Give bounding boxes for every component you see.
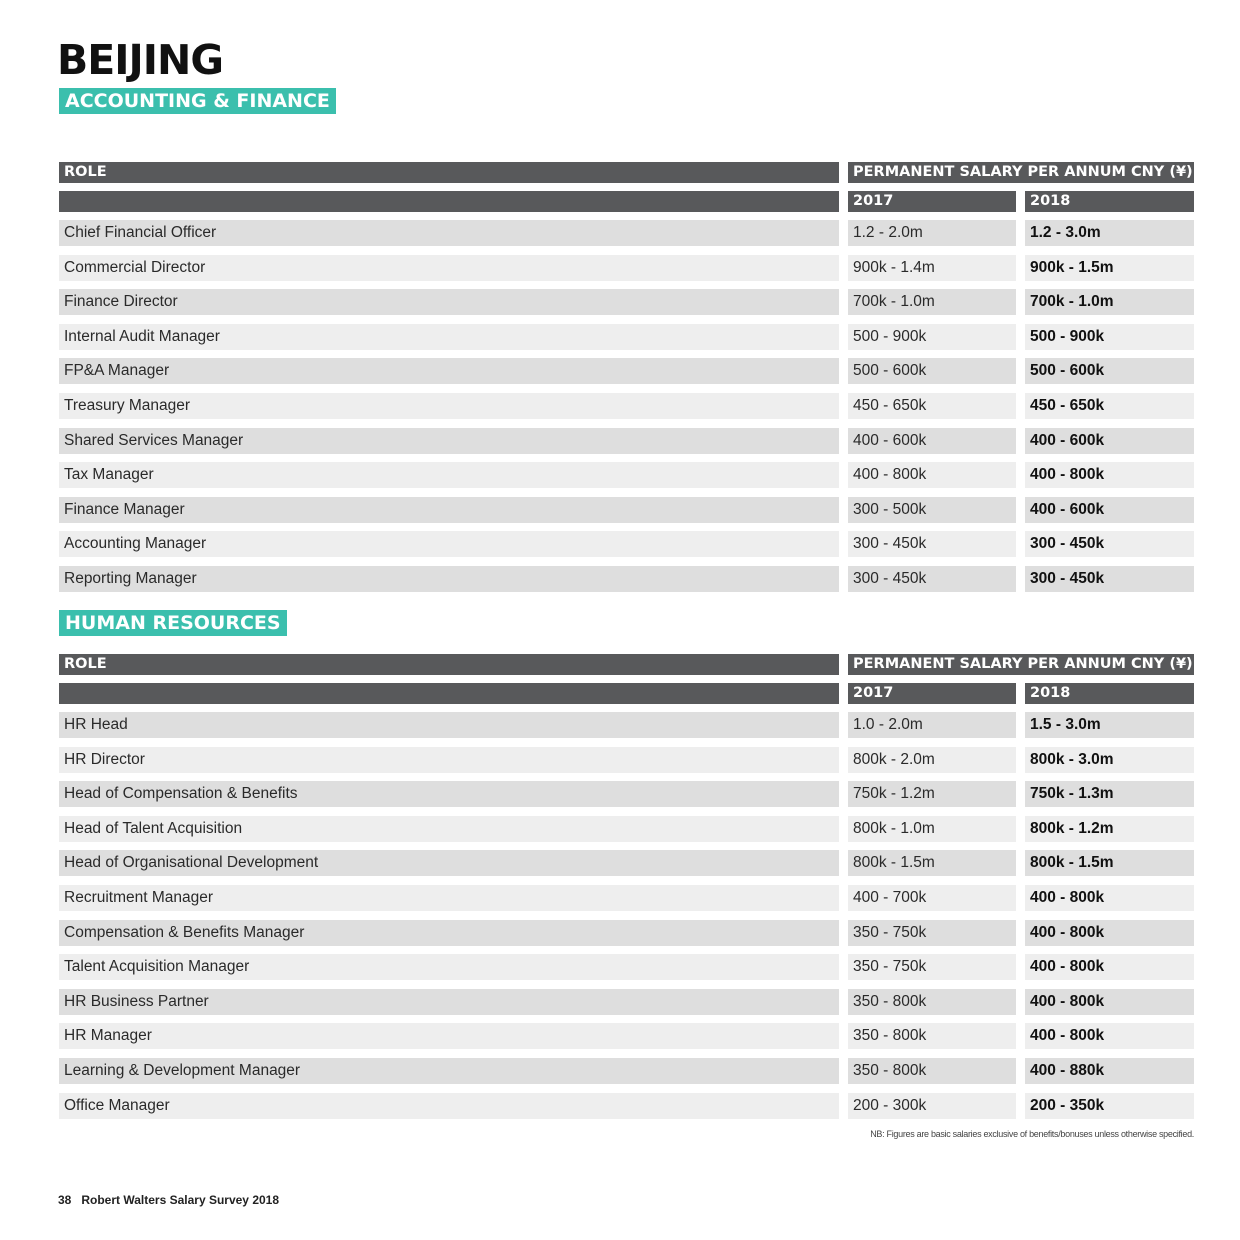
table-row — [59, 712, 1194, 738]
table-row — [59, 747, 1194, 773]
table-row — [59, 885, 1194, 911]
salary-2017-cell: 350 - 800k — [848, 989, 1016, 1015]
column-header-2018: 2018 — [1025, 683, 1194, 704]
column-header-2018: 2018 — [1025, 191, 1194, 212]
salary-2018-cell: 1.5 - 3.0m — [1025, 712, 1194, 738]
salary-2017-cell: 500 - 600k — [848, 358, 1016, 384]
role-cell: Shared Services Manager — [59, 428, 839, 454]
salary-2018-cell: 800k - 1.5m — [1025, 850, 1194, 876]
salary-2018-cell: 400 - 800k — [1025, 954, 1194, 980]
role-cell: Internal Audit Manager — [59, 324, 839, 350]
salary-2018-cell: 400 - 800k — [1025, 1023, 1194, 1049]
role-cell: Reporting Manager — [59, 566, 839, 592]
salary-2017-cell: 800k - 2.0m — [848, 747, 1016, 773]
table-row — [59, 989, 1194, 1015]
role-cell: Talent Acquisition Manager — [59, 954, 839, 980]
table-row — [59, 781, 1194, 807]
salary-2018-cell: 400 - 800k — [1025, 989, 1194, 1015]
role-cell: Tax Manager — [59, 462, 839, 488]
column-header-salary: PERMANENT SALARY PER ANNUM CNY (¥) — [848, 654, 1194, 675]
table-row — [59, 324, 1194, 350]
table-row — [59, 1093, 1194, 1119]
salary-2018-cell: 400 - 800k — [1025, 920, 1194, 946]
role-cell: Head of Talent Acquisition — [59, 816, 839, 842]
role-cell: Office Manager — [59, 1093, 839, 1119]
salary-2017-cell: 500 - 900k — [848, 324, 1016, 350]
role-cell: Compensation & Benefits Manager — [59, 920, 839, 946]
salary-2017-cell: 750k - 1.2m — [848, 781, 1016, 807]
salary-2018-cell: 300 - 450k — [1025, 531, 1194, 557]
salary-2018-cell: 800k - 3.0m — [1025, 747, 1194, 773]
header-spacer-bar — [59, 683, 839, 704]
role-cell: Finance Manager — [59, 497, 839, 523]
salary-2018-cell: 450 - 650k — [1025, 393, 1194, 419]
page-title: BEIJING — [57, 36, 223, 84]
header-spacer-bar — [59, 191, 839, 212]
salary-2017-cell: 400 - 600k — [848, 428, 1016, 454]
role-cell: Treasury Manager — [59, 393, 839, 419]
salary-2018-cell: 400 - 880k — [1025, 1058, 1194, 1084]
salary-2017-cell: 350 - 800k — [848, 1058, 1016, 1084]
table-row — [59, 255, 1194, 281]
table-row — [59, 393, 1194, 419]
salary-2018-cell: 700k - 1.0m — [1025, 289, 1194, 315]
salary-2018-cell: 750k - 1.3m — [1025, 781, 1194, 807]
table-row — [59, 462, 1194, 488]
salary-2017-cell: 350 - 800k — [848, 1023, 1016, 1049]
role-cell: Chief Financial Officer — [59, 220, 839, 246]
role-cell: FP&A Manager — [59, 358, 839, 384]
role-cell: Commercial Director — [59, 255, 839, 281]
role-cell: Finance Director — [59, 289, 839, 315]
role-cell: Head of Organisational Development — [59, 850, 839, 876]
section-label-human-resources: HUMAN RESOURCES — [59, 610, 287, 636]
publication-title: Robert Walters Salary Survey 2018 — [81, 1193, 280, 1207]
salary-2017-cell: 1.0 - 2.0m — [848, 712, 1016, 738]
column-header-2017: 2017 — [848, 191, 1016, 212]
salary-2018-cell: 400 - 600k — [1025, 497, 1194, 523]
salary-2017-cell: 200 - 300k — [848, 1093, 1016, 1119]
role-cell: HR Manager — [59, 1023, 839, 1049]
salary-2017-cell: 350 - 750k — [848, 920, 1016, 946]
page-footer — [58, 1193, 279, 1207]
column-header-salary: PERMANENT SALARY PER ANNUM CNY (¥) — [848, 162, 1194, 183]
role-cell: Accounting Manager — [59, 531, 839, 557]
table-row — [59, 1023, 1194, 1049]
salary-2018-cell: 500 - 900k — [1025, 324, 1194, 350]
salary-2017-cell: 700k - 1.0m — [848, 289, 1016, 315]
table-row — [59, 1058, 1194, 1084]
table-row — [59, 954, 1194, 980]
role-cell: HR Business Partner — [59, 989, 839, 1015]
page-number: 38 — [58, 1193, 72, 1207]
salary-2018-cell: 900k - 1.5m — [1025, 255, 1194, 281]
table-row — [59, 220, 1194, 246]
role-cell: HR Director — [59, 747, 839, 773]
section-label-accounting-finance: ACCOUNTING & FINANCE — [59, 88, 336, 114]
salary-2017-cell: 300 - 450k — [848, 566, 1016, 592]
role-cell: Learning & Development Manager — [59, 1058, 839, 1084]
salary-2017-cell: 300 - 450k — [848, 531, 1016, 557]
role-cell: HR Head — [59, 712, 839, 738]
table-row — [59, 497, 1194, 523]
salary-2018-cell: 1.2 - 3.0m — [1025, 220, 1194, 246]
role-cell: Recruitment Manager — [59, 885, 839, 911]
footnote: NB: Figures are basic salaries exclusive of benefits/bonuses unless otherwise specified. — [870, 1129, 1194, 1139]
salary-2017-cell: 300 - 500k — [848, 497, 1016, 523]
salary-2018-cell: 800k - 1.2m — [1025, 816, 1194, 842]
salary-2018-cell: 400 - 800k — [1025, 885, 1194, 911]
salary-2017-cell: 800k - 1.5m — [848, 850, 1016, 876]
salary-2017-cell: 900k - 1.4m — [848, 255, 1016, 281]
column-header-role: ROLE — [59, 162, 839, 183]
table-row — [59, 566, 1194, 592]
salary-2018-cell: 400 - 600k — [1025, 428, 1194, 454]
table-row — [59, 531, 1194, 557]
table-row — [59, 358, 1194, 384]
table-row — [59, 816, 1194, 842]
role-cell: Head of Compensation & Benefits — [59, 781, 839, 807]
table-row — [59, 850, 1194, 876]
table-row — [59, 289, 1194, 315]
salary-2017-cell: 800k - 1.0m — [848, 816, 1016, 842]
column-header-role: ROLE — [59, 654, 839, 675]
salary-2018-cell: 200 - 350k — [1025, 1093, 1194, 1119]
salary-2017-cell: 1.2 - 2.0m — [848, 220, 1016, 246]
salary-2018-cell: 400 - 800k — [1025, 462, 1194, 488]
salary-2017-cell: 450 - 650k — [848, 393, 1016, 419]
table-row — [59, 920, 1194, 946]
table-row — [59, 428, 1194, 454]
salary-2018-cell: 300 - 450k — [1025, 566, 1194, 592]
salary-2017-cell: 350 - 750k — [848, 954, 1016, 980]
salary-2018-cell: 500 - 600k — [1025, 358, 1194, 384]
salary-2017-cell: 400 - 800k — [848, 462, 1016, 488]
column-header-2017: 2017 — [848, 683, 1016, 704]
salary-2017-cell: 400 - 700k — [848, 885, 1016, 911]
